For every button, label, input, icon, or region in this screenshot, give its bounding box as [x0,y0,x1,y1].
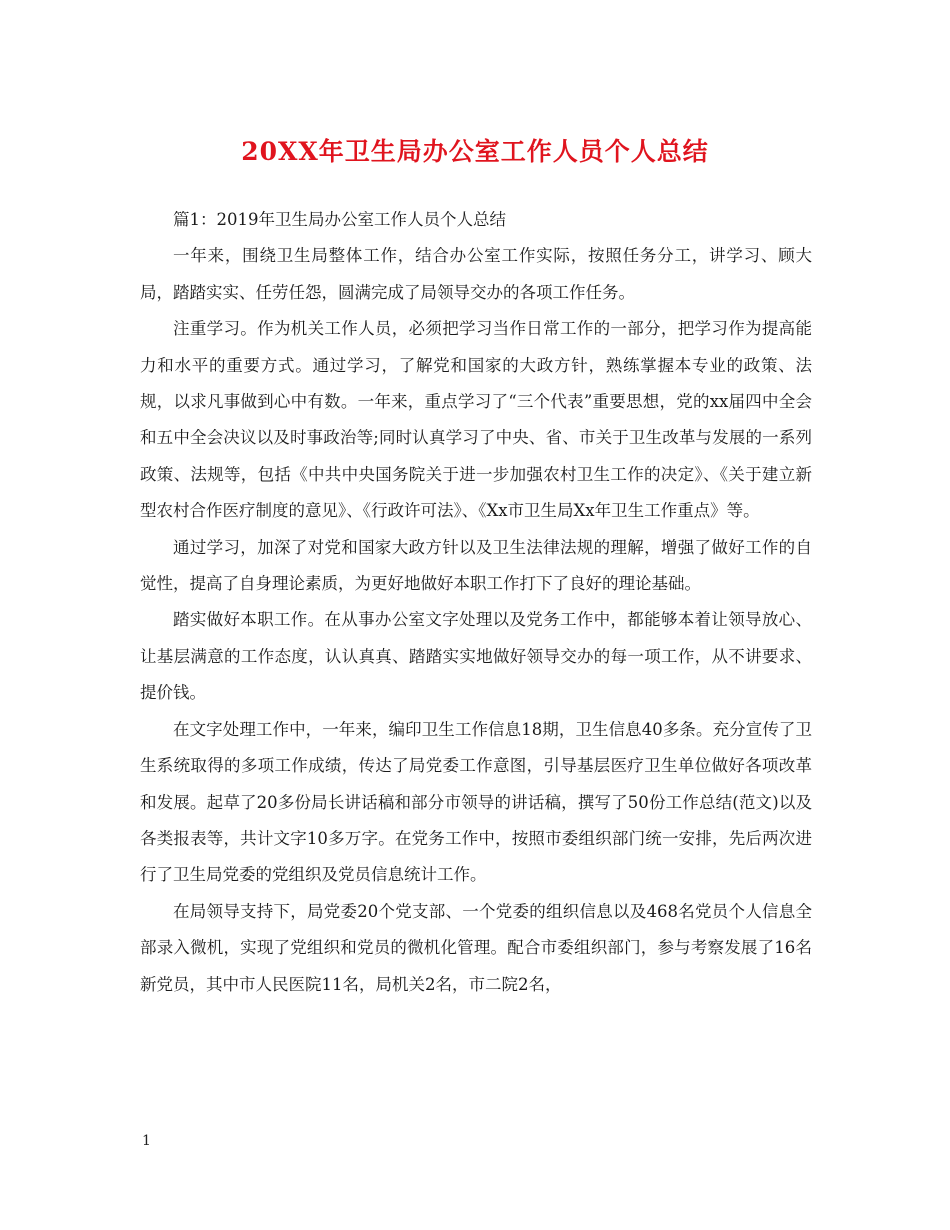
page-number: 1 [142,1133,151,1149]
paragraph-writing-work: 在文字处理工作中，一年来，编印卫生工作信息18期，卫生信息40多条。充分宣传了卫生系统取得的多项工作成绩，传达了局党委工作意图，引导基层医疗卫生单位做好各项改革和发展。起草了20多份局长讲话稿和部分市领导的讲话稿，撰写了50份工作总结(范文)以及各类报表等，共计文字10多万字。在党务工作中，按照市委组织部门统一安排，先后两次进行了卫生局党委的党组织及党员信息统计工作。 [140,719,812,885]
paragraph-study: 注重学习。作为机关工作人员，必须把学习当作日常工作的一部分，把学习作为提高能力和水平的重要方式。通过学习，了解党和国家的大政方针，熟练掌握本专业的政策、法规，以求凡事做到心中有数。一年来，重点学习了“三个代表”重要思想，党的xx届四中全会和五中全会决议以及时事政治等;同时认真学习了中央、省、市关于卫生改革与发展的一系列政策、法规等，包括《中共中央国务院关于进一步加强农村卫生工作的决定》、《关于建立新型农村合作医疗制度的意见》、《行政许可法》、《Xx市卫生局Xx年卫生工作重点》等。 [140,319,812,521]
paragraph-intro: 一年来，围绕卫生局整体工作，结合办公室工作实际，按照任务分工，讲学习、顾大局，踏踏实实、任劳任怨，圆满完成了局领导交办的各项工作任务。 [140,246,812,302]
paragraph-duty: 踏实做好本职工作。在从事办公室文字处理以及党务工作中，都能够本着让领导放心、让基层满意的工作态度，认认真真、踏踏实实地做好领导交办的每一项工作，从不讲要求、提价钱。 [140,610,812,703]
section-heading: 篇1：2019年卫生局办公室工作人员个人总结 [173,210,506,229]
document-body [140,202,812,1003]
paragraph-study-result: 通过学习，加深了对党和国家大政方针以及卫生法律法规的理解，增强了做好工作的自觉性，提高了自身理论素质，为更好地做好本职工作打下了良好的理论基础。 [140,537,812,594]
document-title: 20XX年卫生局办公室工作人员个人总结 [241,137,709,166]
paragraph-party-work: 在局领导支持下，局党委20个党支部、一个党委的组织信息以及468名党员个人信息全部录入微机，实现了党组织和党员的微机化管理。配合市委组织部门，参与考察发展了16名新党员，其中市人民医院11名，局机关2名，市二院2名， [140,901,812,994]
